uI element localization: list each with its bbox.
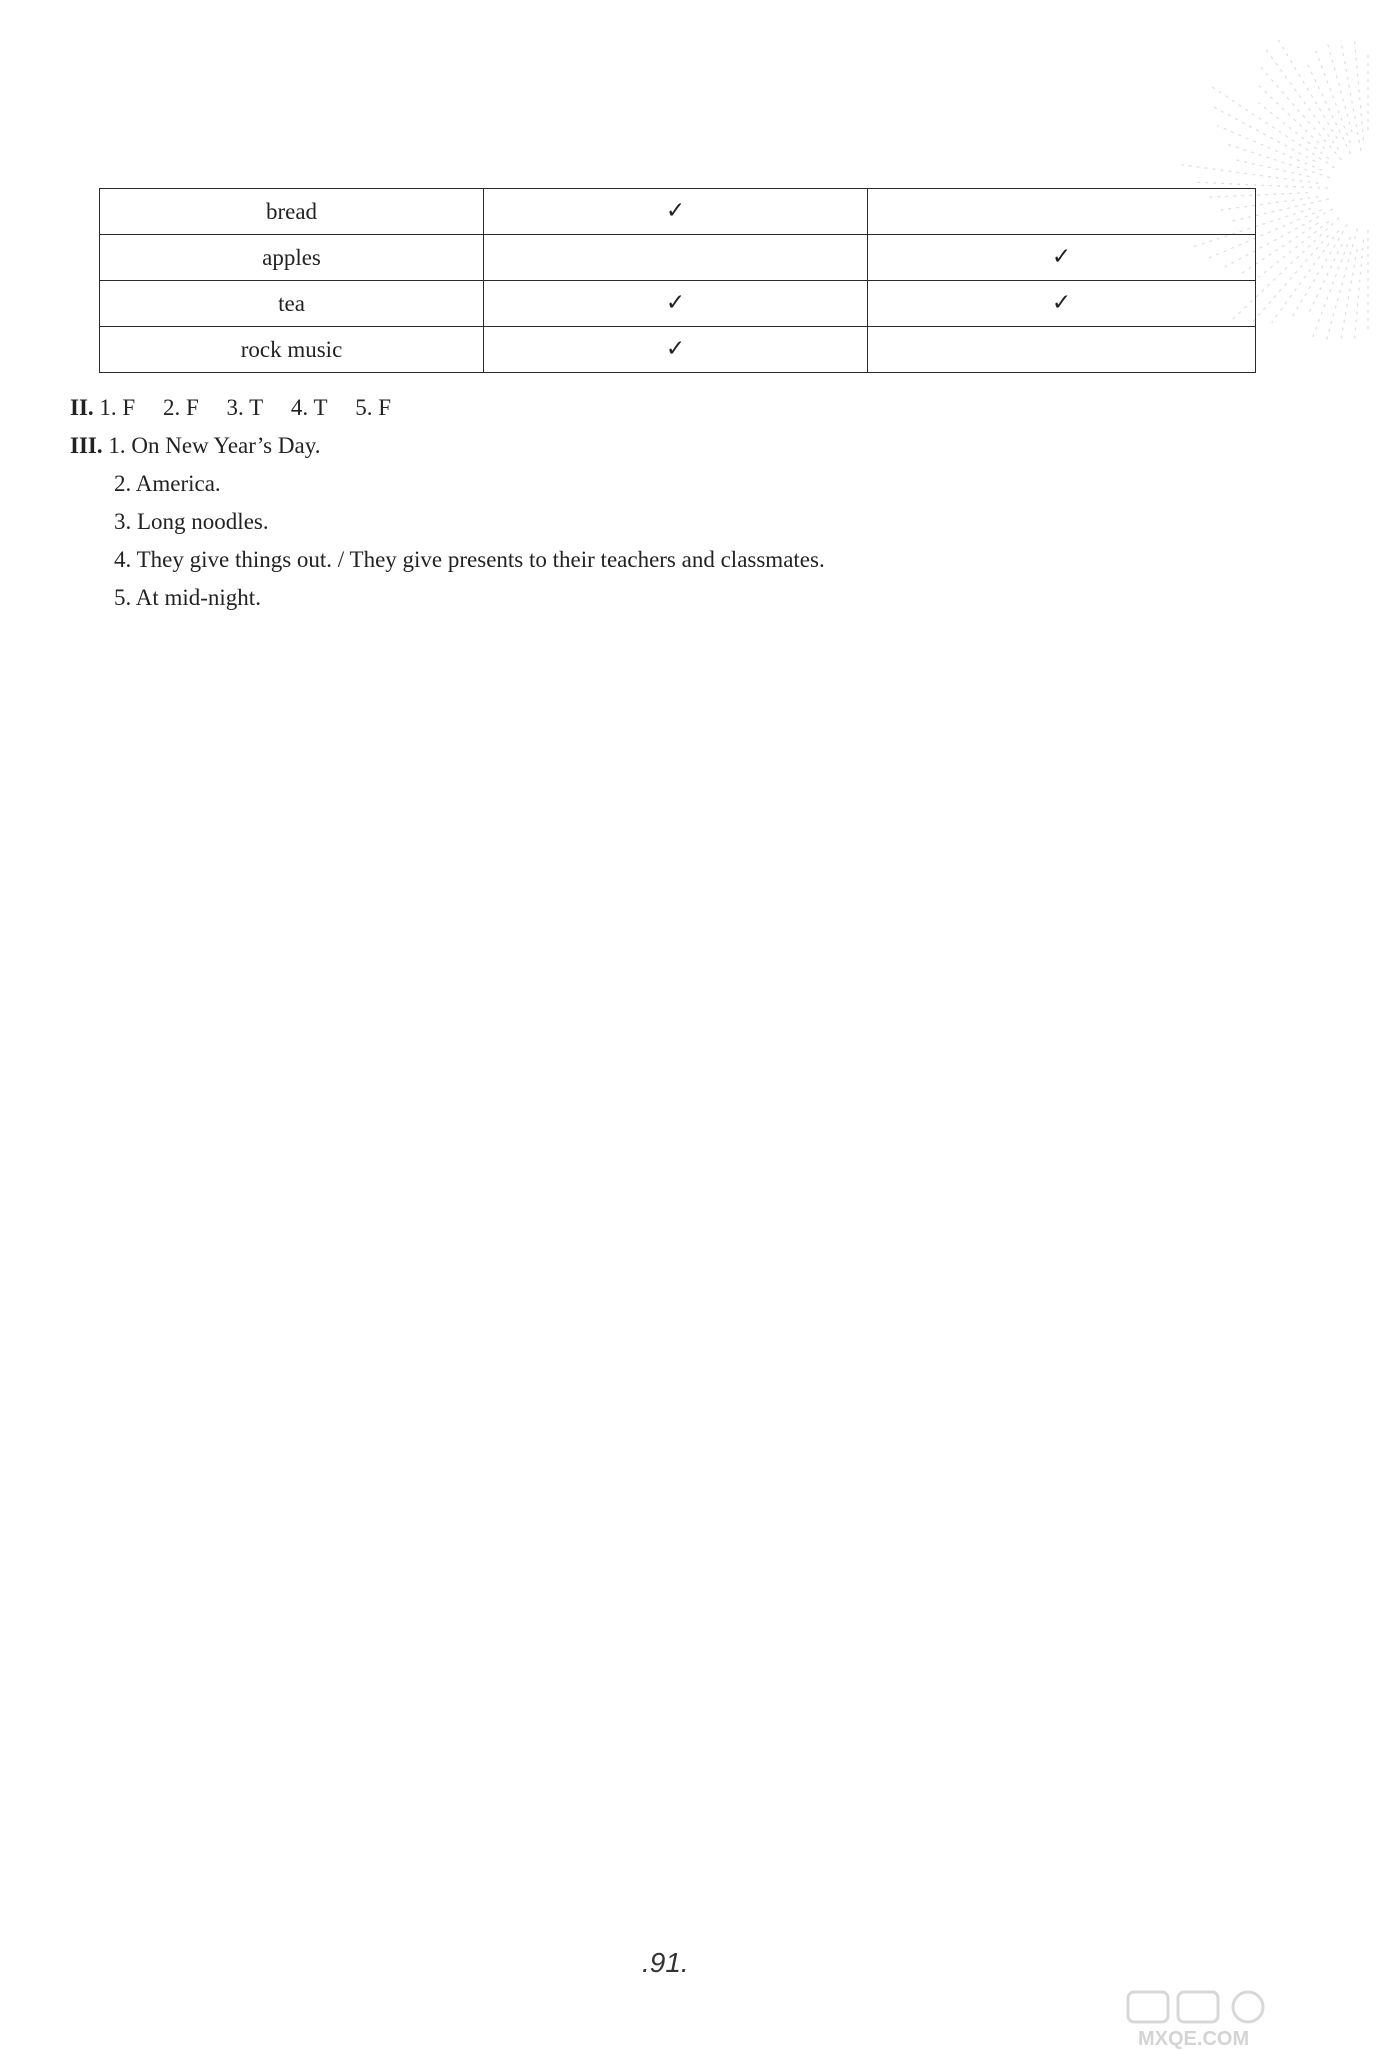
burst-ray <box>1354 240 1363 340</box>
burst-ray <box>1211 86 1335 168</box>
check-mark: ✓ <box>484 281 868 327</box>
burst-ray <box>1217 126 1322 171</box>
answer-text: 5. At mid-night. <box>114 585 261 610</box>
answer-text: 1. On New Year’s Day. <box>108 433 321 458</box>
section-3-first-line <box>70 433 320 459</box>
burst-ray <box>1321 229 1357 340</box>
check-mark <box>868 189 1256 235</box>
burst-ray <box>1272 40 1338 138</box>
burst-ray <box>1265 48 1339 150</box>
table-row <box>100 327 1256 373</box>
burst-ray <box>1182 165 1319 184</box>
answer-text: 3. Long noodles. <box>114 509 269 534</box>
tf-answer: 2. F <box>162 395 199 420</box>
watermark-text: MXQE.COM <box>1138 2028 1250 2050</box>
burst-ray <box>1315 48 1351 143</box>
answer-text: 2. America. <box>114 471 221 496</box>
table-cell-item: rock music <box>100 327 484 373</box>
table-row <box>100 235 1256 281</box>
check-mark: ✓ <box>868 235 1256 281</box>
table-cell-item: apples <box>100 235 484 281</box>
answer-text: 4. They give things out. / They give presents to their teachers and classmates. <box>114 547 825 572</box>
tf-answer: 1. F <box>99 395 136 420</box>
check-mark: ✓ <box>484 189 868 235</box>
table-row <box>100 281 1256 327</box>
burst-ray <box>1223 143 1330 178</box>
check-mark: ✓ <box>484 327 868 373</box>
burst-ray <box>1258 85 1324 149</box>
burst-ray <box>1307 244 1342 316</box>
burst-ray <box>1339 249 1358 340</box>
burst-ray <box>1324 40 1352 132</box>
burst-ray <box>1302 237 1350 340</box>
burst-ray <box>1252 235 1328 322</box>
table-row <box>100 189 1256 235</box>
burst-ray <box>1351 40 1363 140</box>
section-2-label: II. <box>70 395 94 420</box>
watermark-logo <box>1118 1990 1358 2050</box>
tf-answer: 3. T <box>226 395 264 420</box>
page-number: .91. <box>642 1947 689 1978</box>
section-3-label: III. <box>70 433 103 458</box>
section-2-answers <box>70 395 413 421</box>
burst-ray <box>1260 66 1342 159</box>
check-mark <box>868 327 1256 373</box>
check-mark: ✓ <box>868 281 1256 327</box>
burst-ray <box>1213 107 1315 162</box>
table-cell-item: tea <box>100 281 484 327</box>
burst-ray <box>1272 230 1339 322</box>
burst-ray <box>1259 103 1329 159</box>
table-cell-item: bread <box>100 189 484 235</box>
tf-answer: 5. F <box>355 395 392 420</box>
check-mark <box>484 235 868 281</box>
burst-ray <box>1290 224 1347 320</box>
burst-ray <box>1337 40 1361 151</box>
answer-table <box>99 188 1256 373</box>
burst-ray <box>1307 64 1350 154</box>
burst-ray <box>1232 159 1310 177</box>
burst-ray <box>1259 221 1329 277</box>
tf-answer: 4. T <box>290 395 328 420</box>
